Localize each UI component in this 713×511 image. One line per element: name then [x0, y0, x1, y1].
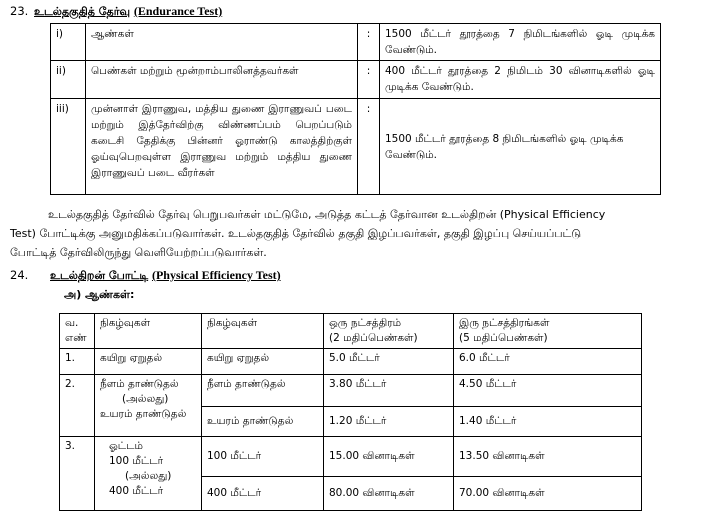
table-row — [51, 24, 661, 61]
event-100m: 100 மீட்டர் — [109, 455, 164, 467]
event-or: (அல்லது) — [122, 393, 169, 405]
row-number: 1. — [60, 349, 95, 375]
row-number: iii) — [51, 99, 86, 195]
table-row — [51, 61, 661, 99]
category-cell: பெண்கள் மற்றும் மூன்றாம்பாலினத்தவர்கள் — [86, 61, 358, 99]
one-star-label: ஒரு நட்சத்திரம் — [329, 317, 402, 329]
colon-cell: : — [358, 61, 380, 99]
event-high-jump: உயரம் தாண்டுதல் — [100, 408, 187, 420]
row-number: 3. — [60, 437, 95, 511]
table-row — [60, 437, 642, 477]
one-star-value: 15.00 வினாடிகள் — [324, 437, 454, 477]
endurance-test-table — [50, 23, 661, 195]
two-star-value: 6.0 மீட்டர் — [454, 349, 642, 375]
section-23-number: 23. — [10, 4, 29, 18]
row-number: ii) — [51, 61, 86, 99]
section-24-title-english: (Physical Efficiency Test) — [151, 268, 281, 282]
event-400m: 400 மீட்டர் — [109, 485, 164, 497]
colon-cell: : — [358, 24, 380, 61]
category-cell: ஆண்கள் — [86, 24, 358, 61]
physical-efficiency-table — [59, 313, 642, 511]
section-24-number: 24. — [10, 268, 29, 282]
event-cell — [95, 437, 202, 511]
two-star-value: 4.50 மீட்டர் — [454, 375, 642, 407]
event-or: (அல்லது) — [125, 470, 172, 482]
one-star-value: 1.20 மீட்டர் — [324, 407, 454, 437]
row-number: 2. — [60, 375, 95, 437]
one-star-value: 3.80 மீட்டர் — [324, 375, 454, 407]
header-serial-number: வ. எண் — [60, 314, 95, 349]
table-header-row — [60, 314, 642, 349]
paragraph-line-2: Test) போட்டிக்கு அனுமதிக்கப்படுவார்கள். உடல்தகுதித் தேர்வில் தகுதி இழப்பவர்கள், தகுதி இழப்பு செய்யப்பட்டு — [10, 227, 582, 240]
requirement-cell: 1500 மீட்டர் தூரத்தை 8 நிமிடங்களில் ஓடி முடிக்க வேண்டும். — [380, 99, 661, 195]
sub-event-cell: நீளம் தாண்டுதல் — [202, 375, 324, 407]
section-24-heading — [50, 268, 281, 284]
one-star-value: 5.0 மீட்டர் — [324, 349, 454, 375]
section-23-title-tamil: உடல்தகுதித் தேர்வு — [34, 5, 130, 18]
section-24-title-tamil: உடல்திறன் போட்டி — [50, 269, 149, 282]
table-row — [60, 375, 642, 407]
category-cell: முன்னாள் இராணுவ, மத்திய துணை இராணுவப் படை மற்றும் இத்தேர்விற்கு விண்ணப்பம் பெறப்படும் கடைசி தேதிக்கு பின்னர் ஓராண்டு காலத்திற்குள் ஓய்வுபெறவுள்ள இராணுவ மற்றும் மத்திய துணை இராணுவப் படை வீரர்கள் — [86, 99, 358, 195]
section-23-heading — [34, 4, 222, 20]
paragraph-line-1: உடல்தகுதித் தேர்வில் தேர்வு பெறுபவர்கள் மட்டுமே, அடுத்த கட்டத் தேர்வான உடல்திறன் (Physical Efficiency — [48, 208, 606, 221]
paragraph-line-3: போட்டித் தேர்விலிருந்து வெளியேற்றப்படுவார்கள். — [10, 246, 267, 259]
table-row — [51, 99, 661, 195]
event-cell: கயிறு ஏறுதல் — [95, 349, 202, 375]
header-events-sub: நிகழ்வுகள் — [202, 314, 324, 349]
event-cell — [95, 375, 202, 437]
two-star-value: 70.00 வினாடிகள் — [454, 477, 642, 511]
section-23-title-english: (Endurance Test) — [133, 4, 223, 18]
table-row — [60, 349, 642, 375]
sub-event-cell: 400 மீட்டர் — [202, 477, 324, 511]
header-one-star — [324, 314, 454, 349]
event-running: ஓட்டம் — [109, 440, 143, 452]
two-star-value: 13.50 வினாடிகள் — [454, 437, 642, 477]
event-long-jump: நீளம் தாண்டுதல் — [100, 378, 179, 390]
header-two-star — [454, 314, 642, 349]
two-star-label: இரு நட்சத்திரங்கள் — [459, 317, 550, 329]
two-star-marks: (5 மதிப்பெண்கள்) — [459, 332, 548, 344]
colon-cell: : — [358, 99, 380, 195]
row-number: i) — [51, 24, 86, 61]
sub-event-cell: கயிறு ஏறுதல் — [202, 349, 324, 375]
sub-event-cell: உயரம் தாண்டுதல் — [202, 407, 324, 437]
requirement-cell: 400 மீட்டர் தூரத்தை 2 நிமிடம் 30 வினாடிகளில் ஓடி முடிக்க வேண்டும். — [380, 61, 661, 99]
men-subheading: அ) ஆண்கள்: — [64, 288, 135, 301]
one-star-value: 80.00 வினாடிகள் — [324, 477, 454, 511]
header-events: நிகழ்வுகள் — [95, 314, 202, 349]
requirement-cell: 1500 மீட்டர் தூரத்தை 7 நிமிடங்களில் ஓடி முடிக்க வேண்டும். — [380, 24, 661, 61]
one-star-marks: (2 மதிப்பெண்கள்) — [329, 332, 418, 344]
sub-event-cell: 100 மீட்டர் — [202, 437, 324, 477]
two-star-value: 1.40 மீட்டர் — [454, 407, 642, 437]
